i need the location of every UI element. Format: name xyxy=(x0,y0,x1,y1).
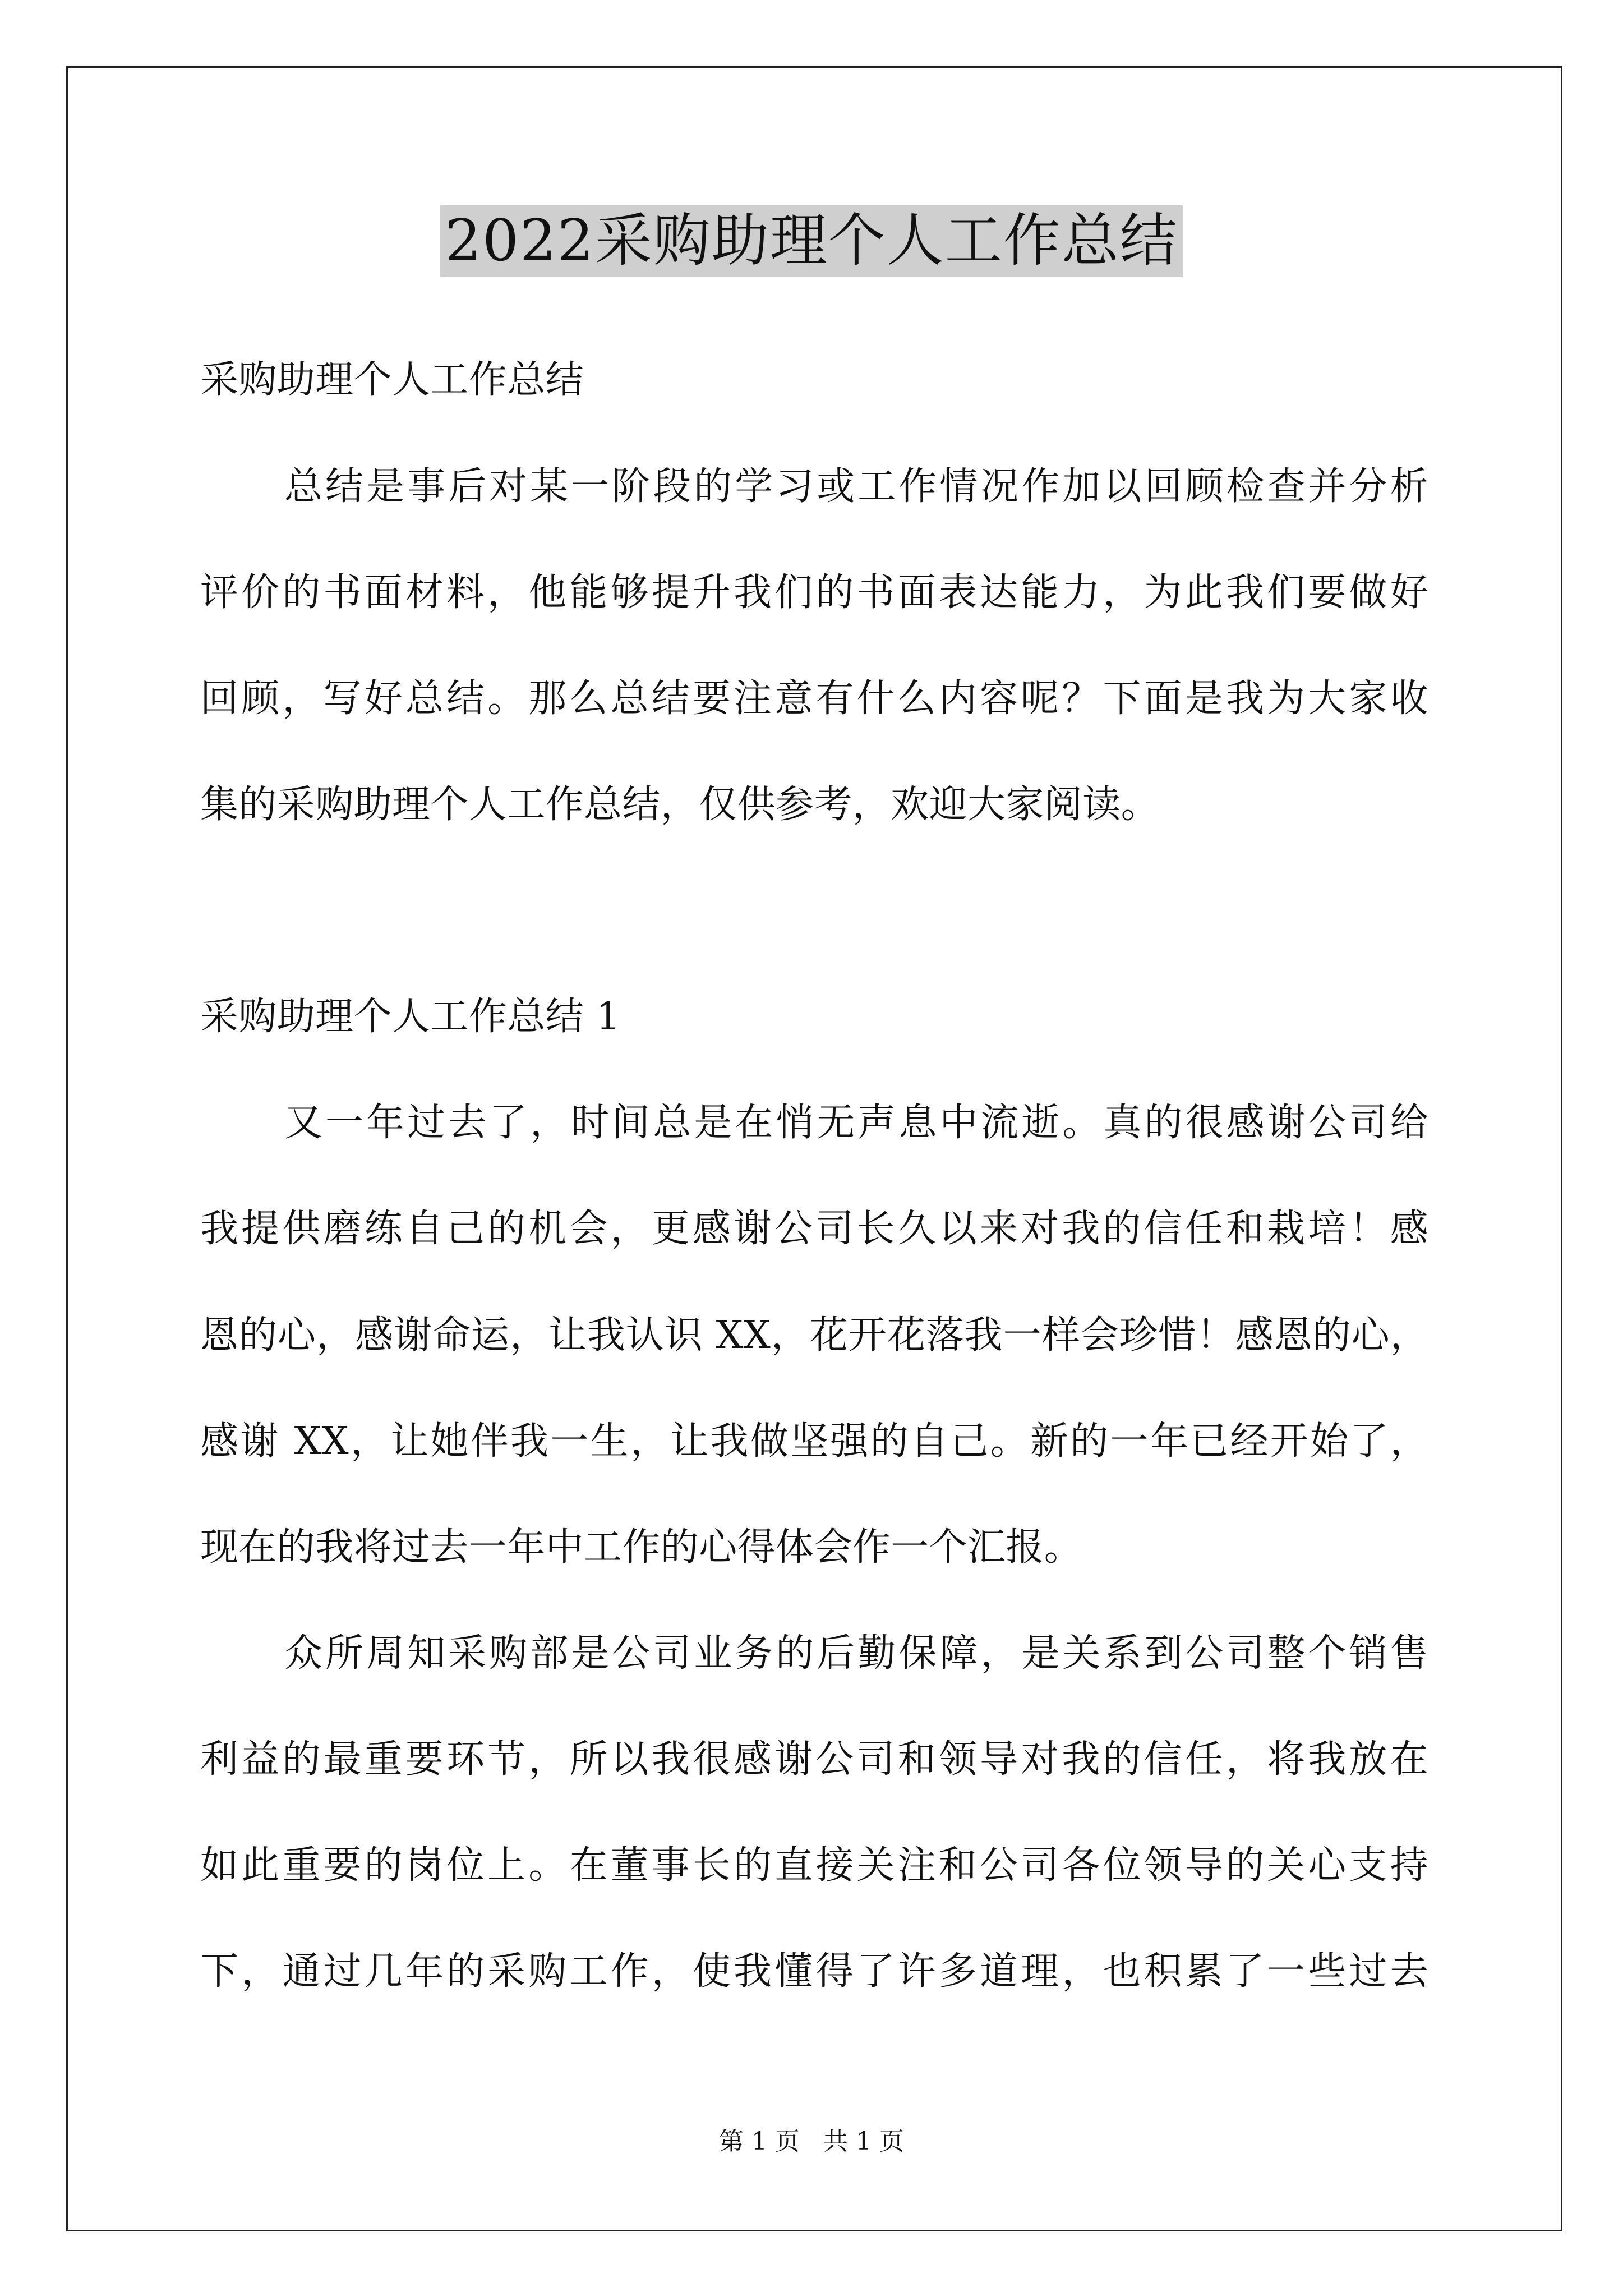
page-total: 共 1 页 xyxy=(823,2127,904,2156)
page-footer xyxy=(0,2126,1623,2157)
section-heading: 采购助理个人工作总结 1 xyxy=(200,995,621,1039)
document-title: 2022采购助理个人工作总结 xyxy=(440,205,1183,277)
document-subtitle: 采购助理个人工作总结 xyxy=(200,358,584,402)
title-container xyxy=(0,205,1623,277)
paragraph1-line-3: 恩的心，感谢命运，让我认识 XX，花开花落我一样会珍惜！感恩的心， xyxy=(200,1313,1428,1358)
paragraph2-line-1: 众所周知采购部是公司业务的后勤保障，是关系到公司整个销售 xyxy=(284,1631,1428,1676)
paragraph1-line-5: 现在的我将过去一年中工作的心得体会作一个汇报。 xyxy=(200,1525,1083,1570)
intro-line-2: 评价的书面材料，他能够提升我们的书面表达能力，为此我们要做好 xyxy=(200,570,1428,615)
paragraph1-line-1: 又一年过去了，时间总是在悄无声息中流逝。真的很感谢公司给 xyxy=(284,1101,1428,1145)
paragraph2-line-2: 利益的最重要环节，所以我很感谢公司和领导对我的信任，将我放在 xyxy=(200,1737,1428,1782)
page-number: 第 1 页 xyxy=(719,2127,800,2156)
intro-line-3: 回顾，写好总结。那么总结要注意有什么内容呢？下面是我为大家收 xyxy=(200,677,1428,721)
paragraph2-line-4: 下，通过几年的采购工作，使我懂得了许多道理，也积累了一些过去 xyxy=(200,1949,1428,1994)
paragraph2-line-3: 如此重要的岗位上。在董事长的直接关注和公司各位领导的关心支持 xyxy=(200,1843,1428,1888)
intro-line-1: 总结是事后对某一阶段的学习或工作情况作加以回顾检查并分析 xyxy=(284,464,1428,509)
paragraph1-line-4: 感谢 XX，让她伴我一生，让我做坚强的自己。新的一年已经开始了， xyxy=(200,1419,1428,1464)
paragraph1-line-2: 我提供磨练自己的机会，更感谢公司长久以来对我的信任和栽培！感 xyxy=(200,1207,1428,1251)
intro-line-4: 集的采购助理个人工作总结，仅供参考，欢迎大家阅读。 xyxy=(200,783,1160,827)
